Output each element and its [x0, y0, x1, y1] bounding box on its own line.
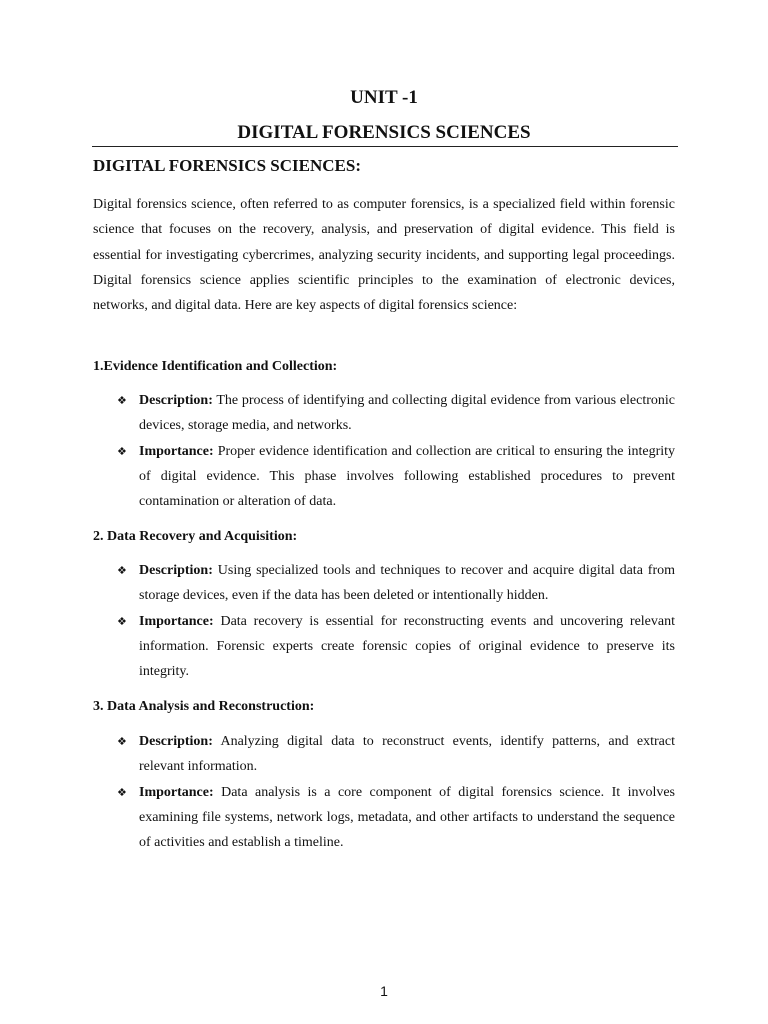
item-label: Description:: [139, 563, 213, 578]
diamond-bullet-icon: ❖: [117, 785, 127, 799]
list-item: [117, 780, 675, 856]
item-label: Description:: [139, 393, 213, 408]
item-text: The process of identifying and collecting digital evidence from various electronic devices, storage media, and networks.: [139, 393, 675, 434]
item-label: Importance:: [139, 784, 214, 800]
item-text: Analyzing digital data to reconstruct events, identify patterns, and extract relevant information.: [139, 734, 675, 775]
diamond-bullet-icon: ❖: [117, 564, 127, 577]
item-text: Using specialized tools and techniques to recover and acquire digital data from storage devices, even if the data has been deleted or intentionally hidden.: [139, 563, 676, 604]
item-label: Importance:: [139, 443, 214, 459]
list-item: [117, 609, 675, 685]
list-item: [117, 558, 675, 609]
aspect-list-data-analysis: [117, 729, 675, 855]
diamond-bullet-icon: ❖: [117, 735, 127, 748]
item-label: Importance:: [139, 613, 214, 629]
title-divider: [92, 146, 678, 147]
section-heading: DIGITAL FORENSICS SCIENCES:: [93, 156, 361, 175]
aspect-heading-data-recovery: 2. Data Recovery and Acquisition:: [93, 529, 298, 544]
document-title: DIGITAL FORENSICS SCIENCES: [237, 122, 531, 143]
aspect-heading-evidence-identification: 1.Evidence Identification and Collection:: [93, 359, 338, 374]
diamond-bullet-icon: ❖: [117, 614, 127, 628]
item-label: Description:: [139, 734, 213, 749]
page-number: 1: [380, 983, 388, 999]
diamond-bullet-icon: ❖: [117, 394, 127, 407]
item-text: Data analysis is a core component of digital forensics science. It involves examining file systems, network logs, metadata, and other artifacts to understand the sequence of activities and establish a timeline.: [139, 784, 676, 851]
list-item: [117, 439, 675, 515]
aspect-list-data-recovery: [117, 558, 675, 684]
diamond-bullet-icon: ❖: [117, 444, 127, 458]
item-text: Data recovery is essential for reconstructing events and uncovering relevant information. Forensic experts create forensic copies of original evidence to preserve its integrity.: [139, 613, 675, 680]
list-item: [117, 729, 675, 780]
item-text: Proper evidence identification and collection are critical to ensuring the integrity of digital evidence. This phase involves following established procedures to prevent contamination or alteration of data.: [139, 443, 676, 510]
intro-paragraph: Digital forensics science, often referred to as computer forensics, is a specialized field within forensic science that focuses on the recovery, analysis, and preservation of digital evidence. This field is essential for investigating cybercrimes, analyzing security incidents, and supporting legal proceedings. Digital forensics science applies scientific principles to the examination of electronic devices, networks, and digital data. Here are key aspects of digital forensics science:: [93, 197, 675, 314]
aspect-heading-data-analysis: 3. Data Analysis and Reconstruction:: [93, 699, 315, 714]
aspect-list-evidence-identification: [117, 388, 675, 514]
unit-title: UNIT -1: [350, 87, 418, 108]
list-item: [117, 388, 675, 439]
